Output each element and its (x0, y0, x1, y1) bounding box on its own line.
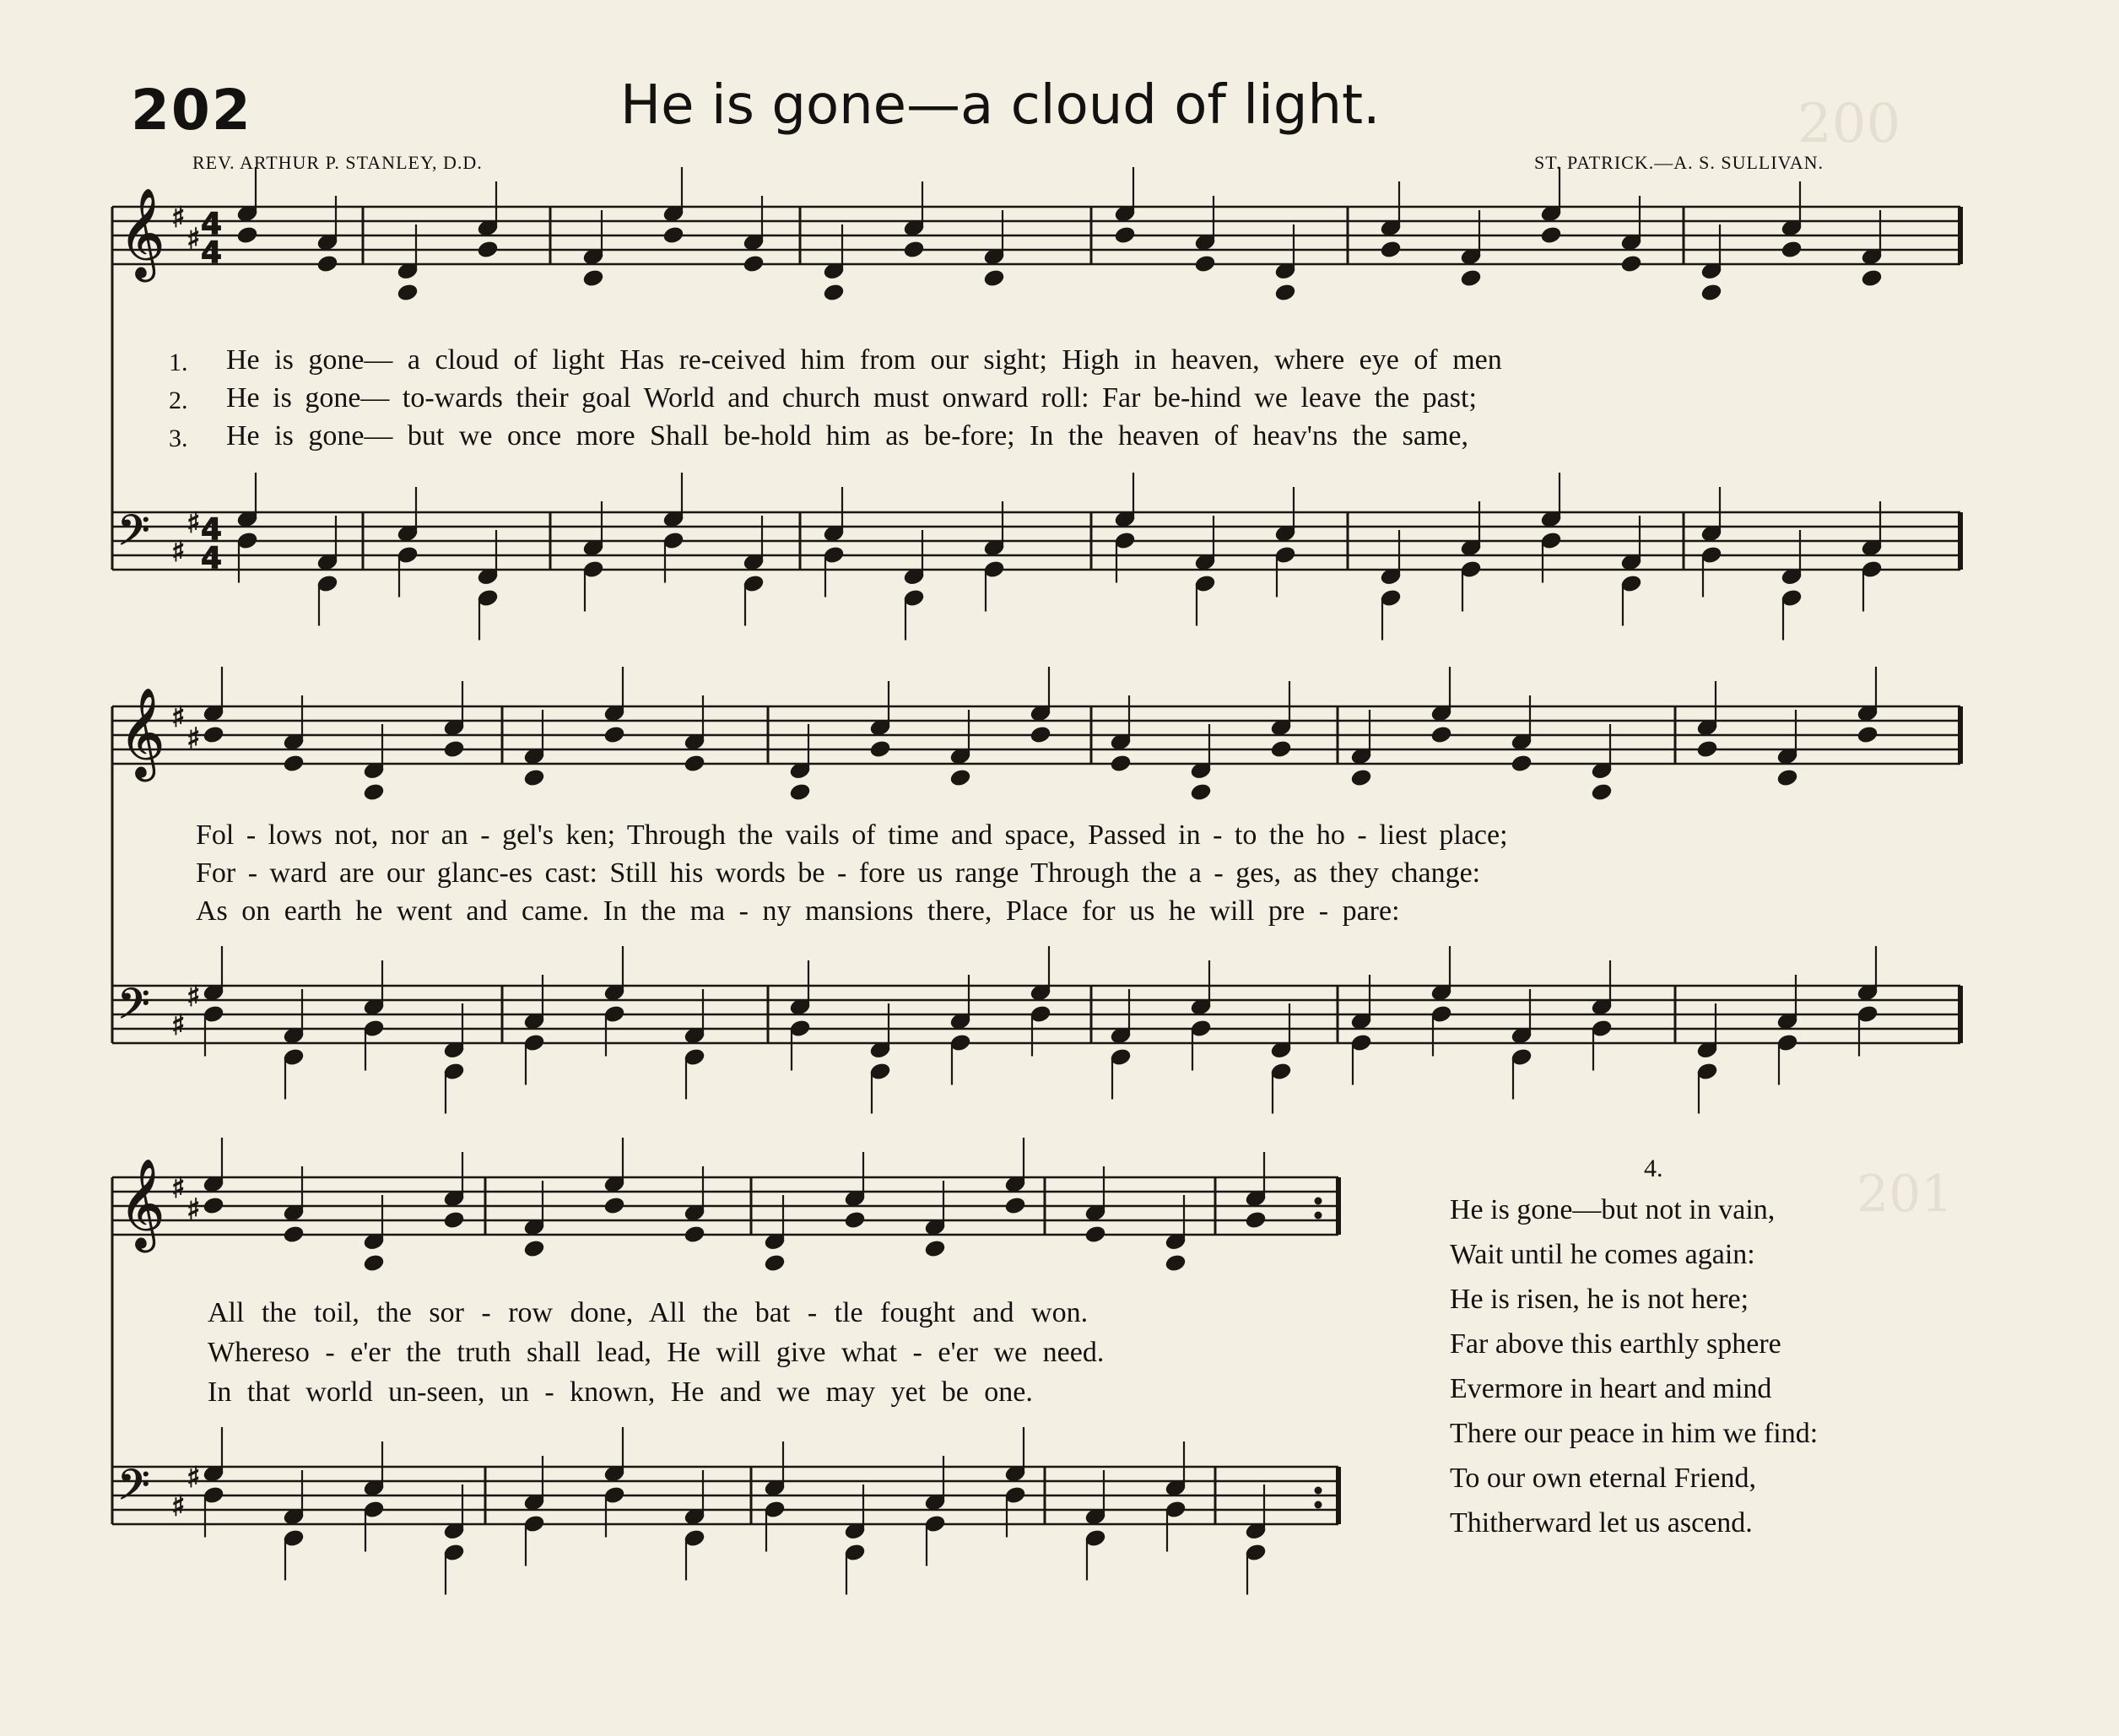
notehead (1380, 240, 1402, 259)
repeat-dot (1315, 1198, 1322, 1204)
notehead (1591, 782, 1613, 802)
lyric-line: As on earth he went and came. In the ma - ny mansions there, Place for us he will pre - pare: (196, 895, 1400, 927)
treble-clef-icon: 𝄞 (119, 1158, 165, 1248)
verse4-line: Evermore in heart and mind (1450, 1373, 1772, 1404)
notehead (1274, 283, 1296, 302)
notehead (684, 754, 705, 773)
verse4-line: He is gone—but not in vain, (1450, 1194, 1776, 1225)
repeat-dot (1315, 1487, 1322, 1494)
bleed-through-text: 200 (1797, 93, 1901, 155)
hymn-number: 202 (131, 78, 252, 143)
author-credit: REV. ARTHUR P. STANLEY, D.D. (192, 152, 483, 173)
hymn-title: He is gone—a cloud of light. (620, 74, 1381, 137)
treble-clef-icon: 𝄞 (119, 187, 165, 278)
bass-clef-icon: 𝄢 (117, 980, 150, 1039)
notehead (523, 768, 545, 787)
sharp-icon: ♯ (186, 1461, 201, 1495)
verse-number: 1. (169, 349, 188, 376)
notehead (1114, 225, 1136, 245)
verse4-line: He is risen, he is not here; (1450, 1284, 1749, 1315)
notehead (1460, 268, 1482, 288)
notehead (1696, 739, 1718, 759)
notehead (684, 1225, 705, 1244)
notehead (1511, 754, 1532, 773)
notehead (1030, 725, 1051, 744)
notehead (743, 254, 765, 273)
lyric-line: For - ward are our glanc-es cast: Still his words be - fore us range Through the a - ges, as they change: (196, 857, 1481, 889)
notehead (924, 1239, 946, 1258)
tune-credit: ST. PATRICK.—A. S. SULLIVAN. (1534, 152, 1824, 173)
lyric-line: He is gone— to-wards their goal World and church must onward roll: Far be-hind we leave the past; (226, 382, 1477, 414)
time-signature: 4 (201, 541, 223, 576)
lyric-line: In that world un-seen, un - known, He and we may yet be one. (208, 1376, 1033, 1408)
lyric-line: All the toil, the sor - row done, All the bat - tle fought and won. (208, 1297, 1089, 1328)
repeat-dot (1315, 1501, 1322, 1508)
notehead (603, 1196, 625, 1215)
bass-clef-icon: 𝄢 (117, 1461, 150, 1520)
sharp-icon: ♯ (171, 535, 186, 569)
verse-number: 3. (169, 425, 188, 452)
notehead (823, 283, 845, 302)
bass-clef-icon: 𝄢 (117, 506, 150, 565)
sharp-icon: ♯ (186, 722, 201, 756)
notehead (316, 254, 338, 273)
time-signature: 4 (201, 235, 223, 270)
notehead (1165, 1253, 1187, 1273)
repeat-dot (1315, 1212, 1322, 1219)
notehead (789, 782, 811, 802)
bleed-through-text: 201 (1857, 1165, 1954, 1224)
time-signature: 4 (201, 207, 223, 241)
notehead (203, 1196, 224, 1215)
verse4-line: Far above this earthly sphere (1450, 1328, 1781, 1360)
notehead (1857, 725, 1878, 744)
sharp-icon: ♯ (171, 1490, 186, 1523)
notehead (949, 768, 971, 787)
verse4-number: 4. (1644, 1155, 1663, 1182)
notehead (869, 739, 891, 759)
sharp-icon: ♯ (186, 980, 201, 1014)
notehead (1110, 754, 1132, 773)
notehead (203, 725, 224, 744)
sharp-icon: ♯ (171, 700, 186, 734)
notehead (903, 240, 925, 259)
notehead (443, 1210, 465, 1230)
sharp-icon: ♯ (186, 222, 201, 257)
notehead (283, 754, 305, 773)
notehead (523, 1239, 545, 1258)
sharp-icon: ♯ (186, 1192, 201, 1227)
notehead (1620, 254, 1642, 273)
sharp-icon: ♯ (186, 506, 201, 540)
verse4-line: To our own eternal Friend, (1450, 1463, 1757, 1494)
time-signature: 4 (201, 512, 223, 547)
verse-number: 2. (169, 387, 188, 414)
notehead (397, 283, 419, 302)
notehead (603, 725, 625, 744)
notehead (236, 225, 258, 245)
notehead (363, 1253, 385, 1273)
sharp-icon: ♯ (171, 1171, 186, 1205)
notehead (1194, 254, 1216, 273)
notehead (1700, 283, 1722, 302)
notehead (443, 739, 465, 759)
lyric-line: He is gone— but we once more Shall be-hold him as be-fore; In the heaven of heav'ns the same, (226, 420, 1468, 452)
notehead (1776, 768, 1798, 787)
verse4-line: Wait until he comes again: (1450, 1239, 1755, 1270)
verse4-line: Thitherward let us ascend. (1450, 1507, 1753, 1539)
notehead (1270, 739, 1292, 759)
notehead (582, 268, 604, 288)
notehead (1861, 268, 1883, 288)
verse4-line: There our peace in him we find: (1450, 1418, 1819, 1449)
notehead (1004, 1196, 1026, 1215)
notehead (983, 268, 1005, 288)
lyric-line: Whereso - e'er the truth shall lead, He will give what - e'er we need. (208, 1337, 1105, 1368)
notehead (1190, 782, 1212, 802)
notehead (662, 225, 684, 245)
notehead (283, 1225, 305, 1244)
notehead (1245, 1210, 1267, 1230)
notehead (1781, 240, 1803, 259)
notehead (844, 1210, 866, 1230)
sharp-icon: ♯ (171, 1009, 186, 1042)
notehead (1350, 768, 1372, 787)
notehead (1540, 225, 1562, 245)
lyric-line: Fol - lows not, nor an - gel's ken; Through the vails of time and space, Passed in - to the ho - liest place; (196, 819, 1508, 851)
notehead (764, 1253, 786, 1273)
notehead (1430, 725, 1452, 744)
treble-clef-icon: 𝄞 (119, 687, 165, 777)
notehead (477, 240, 499, 259)
notehead (363, 782, 385, 802)
notehead (1084, 1225, 1106, 1244)
lyric-line: He is gone— a cloud of light Has re-ceived him from our sight; High in heaven, where eye of men (226, 344, 1502, 376)
sharp-icon: ♯ (171, 201, 186, 235)
